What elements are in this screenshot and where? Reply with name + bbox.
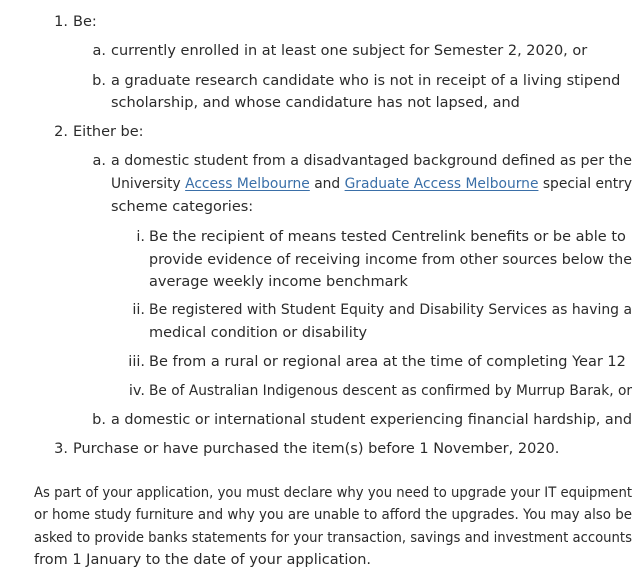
list-item-2a-line2-mid: and [309,176,345,192]
list-item-2aiv-text: Be of Australian Indigenous descent as confirmed by Murrup Barak, or [149,383,633,399]
list-item-2b-text: a domestic or international student experiencing financial hardship, and [111,412,632,428]
list-item-3-text: Purchase or have purchased the item(s) before 1 November, 2020. [73,441,560,457]
paragraph-line4: from 1 January to the date of your application. [34,552,372,568]
paragraph-line2: or home study furniture and why you are unable to afford the upgrades. You may also be [34,507,633,523]
list-item-2aii-line2: medical condition or disability [149,325,368,341]
list-item-2-marker: 2. [54,124,68,140]
paragraph-line3: asked to provide banks statements for your transaction, savings and investment accounts [34,530,633,546]
list-item-2a-line2 [111,173,632,196]
list-item-2a-line2-post: special entry [538,176,633,192]
graduate-access-melbourne-link[interactable]: Graduate Access Melbourne [344,176,539,192]
list-item-2aii-line1: Be registered with Student Equity and Disability Services as having a [149,302,633,318]
paragraph-line1: As part of your application, you must declare why you need to upgrade your IT equipment [34,485,633,501]
list-item-2a-line3: scheme categories: [111,199,254,215]
list-item-1b-line2: scholarship, and whose candidature has not lapsed, and [111,95,520,111]
list-item-2b-marker: b. [92,412,106,428]
list-item-2a-line2-pre: University [111,176,186,192]
list-item-2aii-marker: ii. [132,302,145,318]
list-item-2ai-line2: provide evidence of receiving income from other sources below the [149,252,633,268]
list-item-2aiv-marker: iv. [128,383,145,399]
list-item-2a-marker: a. [92,153,106,169]
list-item-2aiii-marker: iii. [128,354,145,370]
list-item-1-text: Be: [73,14,97,30]
list-item-2a-line1: a domestic student from a disadvantaged background defined as per the [111,153,632,169]
access-melbourne-link[interactable]: Access Melbourne [185,176,310,192]
list-item-1-marker: 1. [54,14,68,30]
list-item-3-marker: 3. [54,441,68,457]
list-item-1b-marker: b. [92,73,106,89]
list-item-2ai-line3: average weekly income benchmark [149,274,408,290]
list-item-1a-marker: a. [92,43,106,59]
list-item-1a-text: currently enrolled in at least one subject for Semester 2, 2020, or [111,43,588,59]
list-item-2-text: Either be: [73,124,144,140]
list-item-1b-line1: a graduate research candidate who is not in receipt of a living stipend [111,73,621,89]
list-item-2ai-marker: i. [136,229,145,245]
list-item-2ai-line1: Be the recipient of means tested Centrelink benefits or be able to [149,229,626,245]
list-item-2aiii-text: Be from a rural or regional area at the time of completing Year 12 [149,354,626,370]
